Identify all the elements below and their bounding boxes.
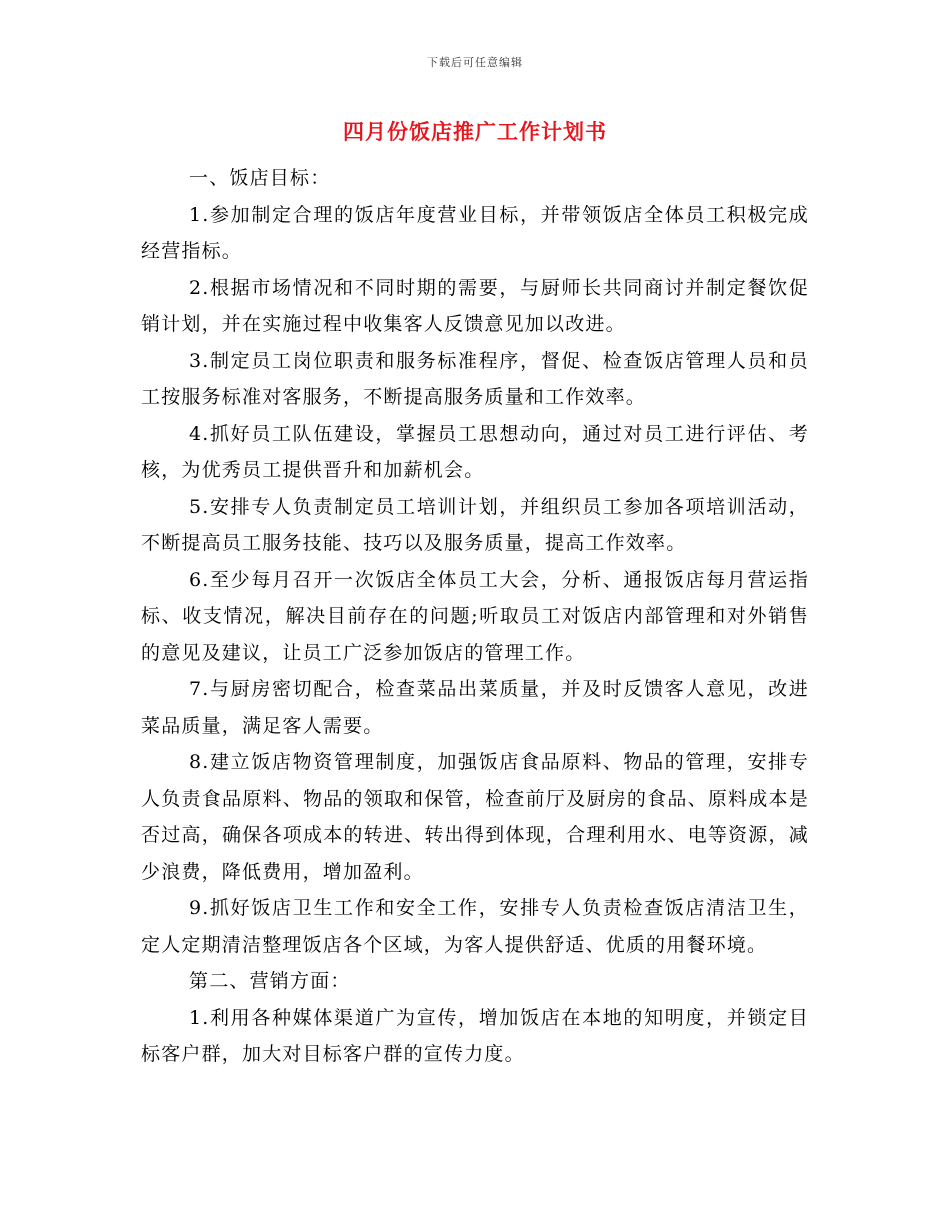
marketing-item-1: 1.利用各种媒体渠道广为宣传，增加饭店在本地的知明度，并锁定目标客户群，加大对目标客户群的宣传力度。	[141, 1006, 809, 1065]
goal-item-8: 8.建立饭店物资管理制度，加强饭店食品原料、物品的管理，安排专人负责食品原料、物品的领取和保管，检查前厅及厨房的食品、原料成本是否过高，确保各项成本的转进、转出得到体现，合理利用水、电等资源，减少浪费，降低费用，增加盈利。	[141, 751, 809, 883]
goal-item-5: 5.安排专人负责制定员工培训计划，并组织员工参加各项培训活动，不断提高员工服务技能、技巧以及服务质量，提高工作效率。	[141, 495, 809, 554]
goal-item-3: 3.制定员工岗位职责和服务标准程序，督促、检查饭店管理人员和员工按服务标准对客服务，不断提高服务质量和工作效率。	[141, 349, 809, 408]
goal-item-4: 4.抓好员工队伍建设，掌握员工思想动向，通过对员工进行评估、考核，为优秀员工提供晋升和加薪机会。	[141, 422, 809, 481]
goal-item-6: 6.至少每月召开一次饭店全体员工大会，分析、通报饭店每月营运指标、收支情况，解决目前存在的问题;听取员工对饭店内部管理和对外销售的意见及建议，让员工广泛参加饭店的管理工作。	[141, 568, 809, 664]
section-heading-marketing: 第二、营销方面：	[189, 970, 351, 992]
goal-item-1: 1.参加制定合理的饭店年度营业目标，并带领饭店全体员工积极完成经营指标。	[141, 203, 809, 262]
section-heading-goals: 一、饭店目标：	[189, 167, 331, 189]
document-body	[141, 160, 809, 1073]
goal-item-9: 9.抓好饭店卫生工作和安全工作，安排专人负责检查饭店清洁卫生，定人定期清洁整理饭店各个区域，为客人提供舒适、优质的用餐环境。	[141, 897, 809, 956]
page-header-note: 下载后可任意编辑	[427, 56, 523, 69]
goal-item-7: 7.与厨房密切配合，检查菜品出菜质量，并及时反馈客人意见，改进菜品质量，满足客人需要。	[141, 678, 809, 737]
document-title: 四月份饭店推广工作计划书	[343, 119, 607, 144]
goal-item-2: 2.根据市场情况和不同时期的需要，与厨师长共同商讨并制定餐饮促销计划，并在实施过程中收集客人反馈意见加以改进。	[141, 276, 809, 335]
